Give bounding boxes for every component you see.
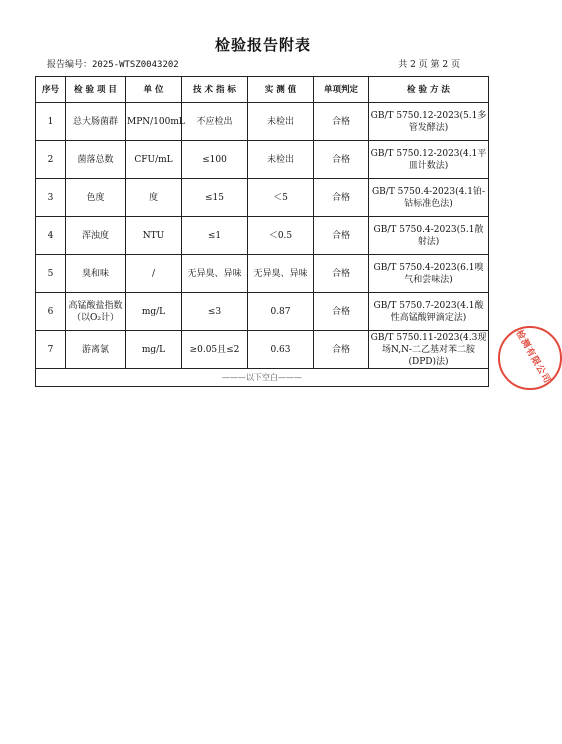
cell-verdict: 合格 bbox=[314, 103, 369, 141]
table-row bbox=[36, 217, 489, 255]
cell-no: 1 bbox=[36, 103, 66, 141]
cell-measured: 0.87 bbox=[248, 293, 314, 331]
cell-verdict: 合格 bbox=[314, 293, 369, 331]
cell-measured: ＜0.5 bbox=[248, 217, 314, 255]
cell-spec: 无异臭、异味 bbox=[182, 255, 248, 293]
cell-item: 浑浊度 bbox=[66, 217, 126, 255]
header-no: 序号 bbox=[36, 77, 66, 103]
header-spec: 技 术 指 标 bbox=[182, 77, 248, 103]
header-verdict: 单项判定 bbox=[314, 77, 369, 103]
table-row bbox=[36, 293, 489, 331]
results-table bbox=[35, 76, 489, 387]
table-footer-row bbox=[36, 369, 489, 387]
cell-method: GB/T 5750.4-2023(6.1嗅气和尝味法) bbox=[369, 255, 489, 293]
cell-no: 5 bbox=[36, 255, 66, 293]
cell-measured: 无异臭、异味 bbox=[248, 255, 314, 293]
cell-unit: 度 bbox=[126, 179, 182, 217]
table-row bbox=[36, 331, 489, 369]
cell-spec: ≥0.05且≤2 bbox=[182, 331, 248, 369]
cell-verdict: 合格 bbox=[314, 255, 369, 293]
cell-measured: 0.63 bbox=[248, 331, 314, 369]
cell-unit: mg/L bbox=[126, 293, 182, 331]
official-seal bbox=[498, 326, 562, 390]
table-row bbox=[36, 255, 489, 293]
cell-measured: ＜5 bbox=[248, 179, 314, 217]
page-info: 共 2 页 第 2 页 bbox=[398, 60, 460, 70]
table-row bbox=[36, 103, 489, 141]
cell-item: 臭和味 bbox=[66, 255, 126, 293]
cell-verdict: 合格 bbox=[314, 179, 369, 217]
cell-spec: 不应检出 bbox=[182, 103, 248, 141]
cell-item: 总大肠菌群 bbox=[66, 103, 126, 141]
header-measured: 实 测 值 bbox=[248, 77, 314, 103]
cell-item: 菌落总数 bbox=[66, 141, 126, 179]
cell-spec: ≤15 bbox=[182, 179, 248, 217]
cell-item: 色度 bbox=[66, 179, 126, 217]
cell-method: GB/T 5750.12-2023(5.1多管发酵法) bbox=[369, 103, 489, 141]
cell-no: 4 bbox=[36, 217, 66, 255]
cell-method: GB/T 5750.12-2023(4.1平皿计数法) bbox=[369, 141, 489, 179]
header-item: 检 验 项 目 bbox=[66, 77, 126, 103]
cell-unit: MPN/100mL bbox=[126, 103, 182, 141]
cell-method: GB/T 5750.7-2023(4.1酸性高锰酸钾滴定法) bbox=[369, 293, 489, 331]
cell-method: GB/T 5750.4-2023(4.1铂-钴标准色法) bbox=[369, 179, 489, 217]
seal-text: 检测有限公司 bbox=[513, 328, 553, 386]
report-number: 报告编号：2025-WTSZ0043202 bbox=[47, 60, 179, 70]
cell-no: 3 bbox=[36, 179, 66, 217]
table-row bbox=[36, 179, 489, 217]
table-header-row bbox=[36, 77, 489, 103]
cell-no: 6 bbox=[36, 293, 66, 331]
header-unit: 单 位 bbox=[126, 77, 182, 103]
table-row bbox=[36, 141, 489, 179]
header-method: 检 验 方 法 bbox=[369, 77, 489, 103]
cell-item: 游离氯 bbox=[66, 331, 126, 369]
cell-unit: NTU bbox=[126, 217, 182, 255]
cell-spec: ≤1 bbox=[182, 217, 248, 255]
cell-spec: ≤3 bbox=[182, 293, 248, 331]
cell-verdict: 合格 bbox=[314, 217, 369, 255]
cell-method: GB/T 5750.4-2023(5.1散射法) bbox=[369, 217, 489, 255]
cell-no: 2 bbox=[36, 141, 66, 179]
cell-item: 高锰酸盐指数（以O₂计） bbox=[66, 293, 126, 331]
cell-unit: mg/L bbox=[126, 331, 182, 369]
cell-spec: ≤100 bbox=[182, 141, 248, 179]
cell-verdict: 合格 bbox=[314, 141, 369, 179]
cell-measured: 未检出 bbox=[248, 141, 314, 179]
cell-verdict: 合格 bbox=[314, 331, 369, 369]
cell-unit: CFU/mL bbox=[126, 141, 182, 179]
cell-method: GB/T 5750.11-2023(4.3现场N,N-二乙基对苯二胺(DPD)法) bbox=[369, 331, 489, 369]
cell-measured: 未检出 bbox=[248, 103, 314, 141]
cell-unit: / bbox=[126, 255, 182, 293]
cell-no: 7 bbox=[36, 331, 66, 369]
blank-below-note: ———以下空白——— bbox=[36, 369, 489, 387]
document-title: 检验报告附表 bbox=[214, 36, 311, 54]
